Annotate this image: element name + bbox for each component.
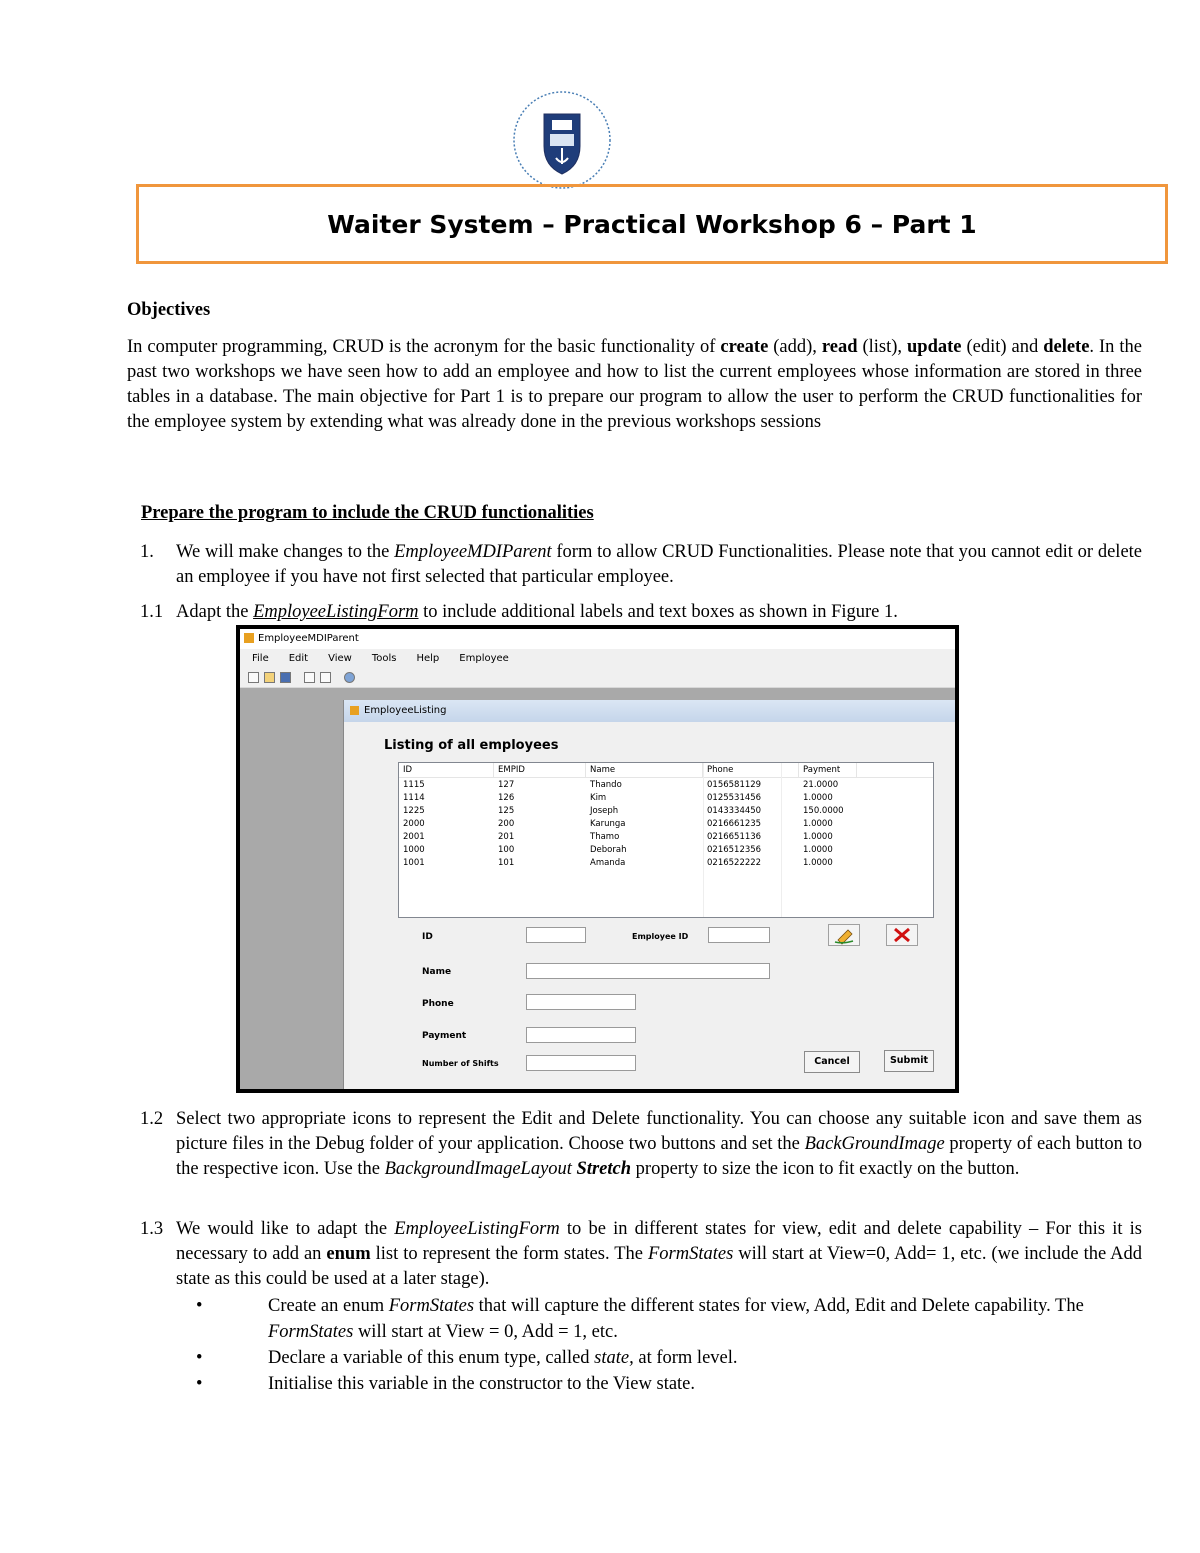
- pencil-edit-icon: [829, 925, 859, 945]
- shifts-label: Number of Shifts: [422, 1059, 499, 1068]
- employee-id-label: Employee ID: [632, 932, 689, 941]
- table-row[interactable]: [399, 844, 933, 857]
- table-cell: 0216661235: [707, 819, 762, 829]
- table-cell: 2001: [403, 832, 425, 842]
- table-cell: Amanda: [590, 858, 626, 868]
- table-cell: 0143334450: [707, 806, 762, 816]
- menu-file[interactable]: File: [252, 653, 269, 664]
- table-cell: 0216651136: [707, 832, 762, 842]
- table-cell: 200: [498, 819, 515, 829]
- delete-button[interactable]: [886, 924, 918, 946]
- table-cell: 1.0000: [803, 858, 833, 868]
- name-textbox[interactable]: [526, 963, 770, 979]
- name-label: Name: [422, 967, 452, 977]
- col-empid[interactable]: EMPID: [494, 763, 586, 777]
- payment-textbox[interactable]: [526, 1027, 636, 1043]
- menu-tools[interactable]: Tools: [371, 653, 397, 664]
- table-cell: 1.0000: [803, 793, 833, 803]
- list-rows: [399, 779, 933, 870]
- table-cell: 100: [498, 845, 515, 855]
- bullet-item: • Initialise this variable in the constructor to the View state.: [196, 1374, 696, 1394]
- employee-id-textbox[interactable]: [708, 927, 770, 943]
- table-cell: 0156581129: [707, 780, 762, 790]
- save-icon[interactable]: [280, 672, 291, 683]
- red-x-delete-icon: [887, 925, 917, 945]
- table-row[interactable]: [399, 857, 933, 870]
- col-name[interactable]: Name: [586, 763, 703, 777]
- col-payment[interactable]: Payment: [799, 763, 857, 777]
- table-cell: 1225: [403, 806, 425, 816]
- table-cell: 1.0000: [803, 832, 833, 842]
- id-label: ID: [422, 932, 433, 942]
- edit-button[interactable]: [828, 924, 860, 946]
- toolbar: [240, 669, 955, 688]
- mdi-title-bar: EmployeeMDIParent: [240, 629, 955, 649]
- table-cell: Joseph: [590, 806, 619, 816]
- table-cell: 101: [498, 858, 515, 868]
- table-cell: 21.0000: [803, 780, 839, 790]
- table-cell: 0216512356: [707, 845, 762, 855]
- payment-label: Payment: [422, 1031, 467, 1041]
- table-cell: 1115: [403, 780, 425, 790]
- bullet-item: • Declare a variable of this enum type, called state, at form level.: [196, 1348, 738, 1368]
- table-cell: 0125531456: [707, 793, 762, 803]
- figure-1-screenshot: [236, 625, 959, 1093]
- table-cell: 125: [498, 806, 515, 816]
- table-cell: Thando: [590, 780, 622, 790]
- app-icon: [244, 633, 254, 643]
- objectives-heading: Objectives: [127, 300, 211, 320]
- open-icon[interactable]: [264, 672, 275, 683]
- table-cell: Kim: [590, 793, 607, 803]
- table-row[interactable]: [399, 818, 933, 831]
- print-preview-icon[interactable]: [320, 672, 331, 683]
- table-cell: 1001: [403, 858, 425, 868]
- table-row[interactable]: [399, 779, 933, 792]
- shifts-textbox[interactable]: [526, 1055, 636, 1071]
- table-cell: 150.0000: [803, 806, 844, 816]
- table-cell: 127: [498, 780, 515, 790]
- table-row[interactable]: [399, 831, 933, 844]
- step-1-1: 1.1 Adapt the EmployeeListingForm to include additional labels and text boxes as shown in Figure 1.: [140, 602, 898, 622]
- table-cell: 1000: [403, 845, 425, 855]
- menu-view[interactable]: View: [328, 653, 352, 664]
- table-cell: 1.0000: [803, 845, 833, 855]
- step-1: 1. We will make changes to the EmployeeMDIParent form to allow CRUD Functionalities. Please note that you cannot edit or delete an employee if you have not first selected that particular employee.: [140, 542, 1143, 587]
- table-row[interactable]: [399, 792, 933, 805]
- cancel-button[interactable]: Cancel: [804, 1051, 860, 1073]
- menu-employee[interactable]: Employee: [459, 653, 509, 664]
- employee-list-view[interactable]: [398, 762, 934, 918]
- step-1-3: 1.3 We would like to adapt the EmployeeListingForm to be in different states for view, edit and delete capability – For this it is necessary to add an enum list to represent the form states. The FormStates will start at View=0, Add= 1, etc. (we include the Add state as this could be used at a later stage).: [140, 1219, 1142, 1289]
- bullet-item: • Create an enum FormStates that will capture the different states for view, Add, Edit and Delete capability. The FormStates will start at View = 0, Add = 1, etc.: [196, 1296, 1084, 1342]
- document-title: Waiter System – Practical Workshop 6 – Part 1: [327, 209, 977, 239]
- col-id[interactable]: ID: [399, 763, 494, 777]
- table-cell: Karunga: [590, 819, 626, 829]
- phone-label: Phone: [422, 999, 454, 1009]
- menu-bar: [240, 649, 955, 669]
- listing-title: Listing of all employees: [384, 738, 559, 753]
- title-box: [136, 184, 1168, 264]
- table-cell: 126: [498, 793, 515, 803]
- col-phone[interactable]: Phone: [703, 763, 799, 777]
- table-cell: 1114: [403, 793, 425, 803]
- child-title-bar: EmployeeListing: [344, 700, 955, 722]
- table-cell: 0216522222: [707, 858, 762, 868]
- submit-button[interactable]: Submit: [884, 1050, 934, 1072]
- id-textbox[interactable]: [526, 927, 586, 943]
- university-crest-icon: [510, 88, 614, 192]
- table-cell: Thamo: [590, 832, 620, 842]
- list-header: [399, 763, 933, 778]
- help-icon[interactable]: [344, 672, 355, 683]
- table-row[interactable]: [399, 805, 933, 818]
- new-icon[interactable]: [248, 672, 259, 683]
- table-cell: Deborah: [590, 845, 627, 855]
- objectives-paragraph: In computer programming, CRUD is the acronym for the basic functionality of create (add), read (list), update (edit) and delete. In the past two workshops we have seen how to add an employee and how to list the current employees whose information are stored in three tables in a database. The main objective for Part 1 is to prepare our program to allow the user to perform the CRUD functionalities for the employee system by extending what was already done in the previous workshops sessions: [127, 337, 1142, 432]
- print-icon[interactable]: [304, 672, 315, 683]
- section-heading: Prepare the program to include the CRUD functionalities: [141, 503, 594, 523]
- step-1-2: 1.2 Select two appropriate icons to represent the Edit and Delete functionality. You can choose any suitable icon and save them as picture files in the Debug folder of your application. Choose two buttons and set the BackGroundImage property of each button to the respective icon. Use the BackgroundImageLayout Stretch property to size the icon to fit exactly on the button.: [140, 1109, 1143, 1179]
- menu-edit[interactable]: Edit: [288, 653, 309, 664]
- menu-help[interactable]: Help: [416, 653, 440, 664]
- window-icon: [350, 706, 359, 715]
- employee-listing-window: [343, 700, 955, 1089]
- table-cell: 2000: [403, 819, 425, 829]
- bullet-list: [196, 1293, 1142, 1397]
- table-cell: 1.0000: [803, 819, 833, 829]
- table-cell: 201: [498, 832, 515, 842]
- phone-textbox[interactable]: [526, 994, 636, 1010]
